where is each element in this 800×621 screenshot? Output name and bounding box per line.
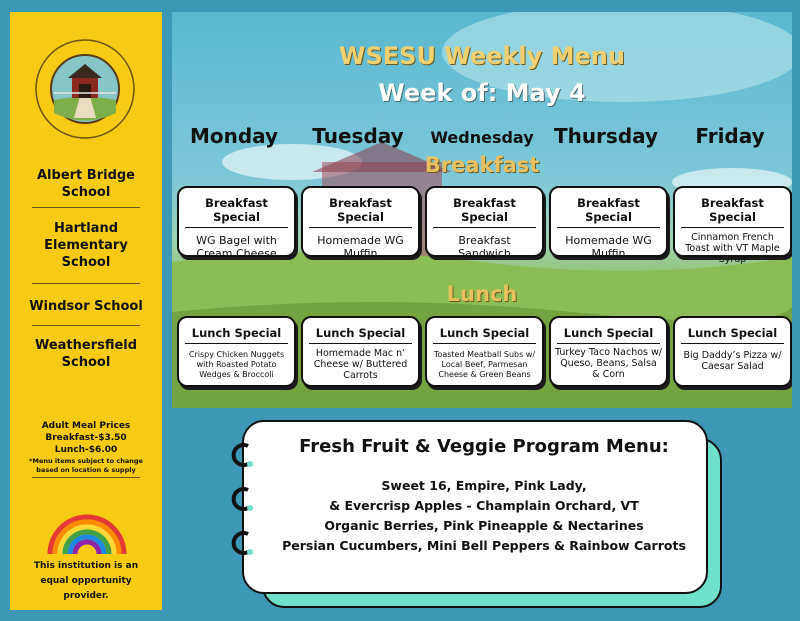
binder-ring-icon xyxy=(226,440,256,470)
school-name: Hartland Elementary School xyxy=(44,221,128,270)
rainbow-icon xyxy=(46,512,128,554)
card-heading: Lunch Special xyxy=(557,326,660,344)
lunch-price: Lunch-$6.00 xyxy=(54,445,118,455)
district-seal-logo xyxy=(34,38,136,140)
divider xyxy=(32,477,140,478)
day-tuesday: Tuesday xyxy=(312,124,404,148)
lunch-card-tuesday xyxy=(301,316,420,387)
school-name: Windsor School xyxy=(29,299,143,314)
lunch-heading: Lunch xyxy=(446,282,518,306)
card-heading: Breakfast Special xyxy=(433,196,536,228)
breakfast-card-wednesday xyxy=(425,186,544,260)
breakfast-card-tuesday xyxy=(301,186,420,260)
card-heading: Lunch Special xyxy=(681,326,784,344)
school-name: Albert Bridge School xyxy=(37,168,135,200)
breakfast-heading: Breakfast xyxy=(424,153,540,177)
divider xyxy=(32,283,140,284)
day-thursday: Thursday xyxy=(553,124,659,148)
price-note: *Menu items subject to change based on location & supply xyxy=(29,457,143,474)
day-monday: Monday xyxy=(189,124,279,148)
day-wednesday: Wednesday xyxy=(430,128,534,147)
card-item: Big Daddy’s Pizza w/ Caesar Salad xyxy=(683,350,782,372)
card-item: WG Bagel with Cream Cheese xyxy=(196,234,277,260)
binder-ring-icon xyxy=(226,528,256,558)
breakfast-card-monday xyxy=(177,186,296,260)
fruit-veggie-line: & Evercrisp Apples - Champlain Orchard, VT xyxy=(329,498,639,513)
card-item: Cinnamon French Toast with VT Maple Syrup xyxy=(685,232,780,265)
card-heading: Breakfast Special xyxy=(681,196,784,228)
breakfast-price: Breakfast-$3.50 xyxy=(45,433,127,443)
card-item: Homemade Mac n’ Cheese w/ Buttered Carrots xyxy=(313,348,408,381)
week-of-label: Week of: May 4 xyxy=(378,79,586,107)
lunch-card-monday xyxy=(177,316,296,387)
fruit-veggie-title: Fresh Fruit & Veggie Program Menu: xyxy=(299,436,669,457)
day-friday: Friday xyxy=(695,124,765,148)
lunch-card-wednesday xyxy=(425,316,544,387)
fruit-veggie-line: Sweet 16, Empire, Pink Lady, xyxy=(381,478,587,493)
card-heading: Lunch Special xyxy=(309,326,412,344)
card-heading: Lunch Special xyxy=(185,326,288,344)
menu-title: WSESU Weekly Menu xyxy=(339,42,625,70)
prices-title: Adult Meal Prices xyxy=(41,421,131,431)
fruit-veggie-line: Organic Berries, Pink Pineapple & Nectarines xyxy=(324,518,644,533)
binder-ring-icon xyxy=(226,484,256,514)
divider xyxy=(32,325,140,326)
weekly-menu-board xyxy=(172,12,792,408)
school-name: Weathersfield School xyxy=(34,338,138,370)
card-heading: Breakfast Special xyxy=(309,196,412,228)
card-item: Homemade WG Muffin xyxy=(565,234,652,260)
fruit-veggie-line: Persian Cucumbers, Mini Bell Peppers & Rainbow Carrots xyxy=(282,538,686,553)
card-item: Crispy Chicken Nuggets with Roasted Potato Wedges & Broccoli xyxy=(188,350,285,379)
card-item: Turkey Taco Nachos w/ Queso, Beans, Salsa & Corn xyxy=(555,347,662,380)
sidebar xyxy=(10,12,162,610)
divider xyxy=(32,207,140,208)
card-heading: Breakfast Special xyxy=(185,196,288,228)
card-heading: Lunch Special xyxy=(433,326,536,344)
lunch-card-friday xyxy=(673,316,792,387)
breakfast-card-thursday xyxy=(549,186,668,260)
card-heading: Breakfast Special xyxy=(557,196,660,228)
equal-opportunity-statement: This institution is an equal opportunity provider. xyxy=(33,561,139,601)
lunch-card-thursday xyxy=(549,316,668,387)
fruit-veggie-panel xyxy=(242,420,708,594)
card-item: Breakfast Sandwich xyxy=(458,234,511,260)
card-item: Toasted Meatball Subs w/ Local Beef, Parmesan Cheese & Green Beans xyxy=(433,350,536,379)
adult-meal-prices xyxy=(18,420,154,475)
breakfast-card-friday xyxy=(673,186,792,265)
card-item: Homemade WG Muffin xyxy=(317,234,404,260)
